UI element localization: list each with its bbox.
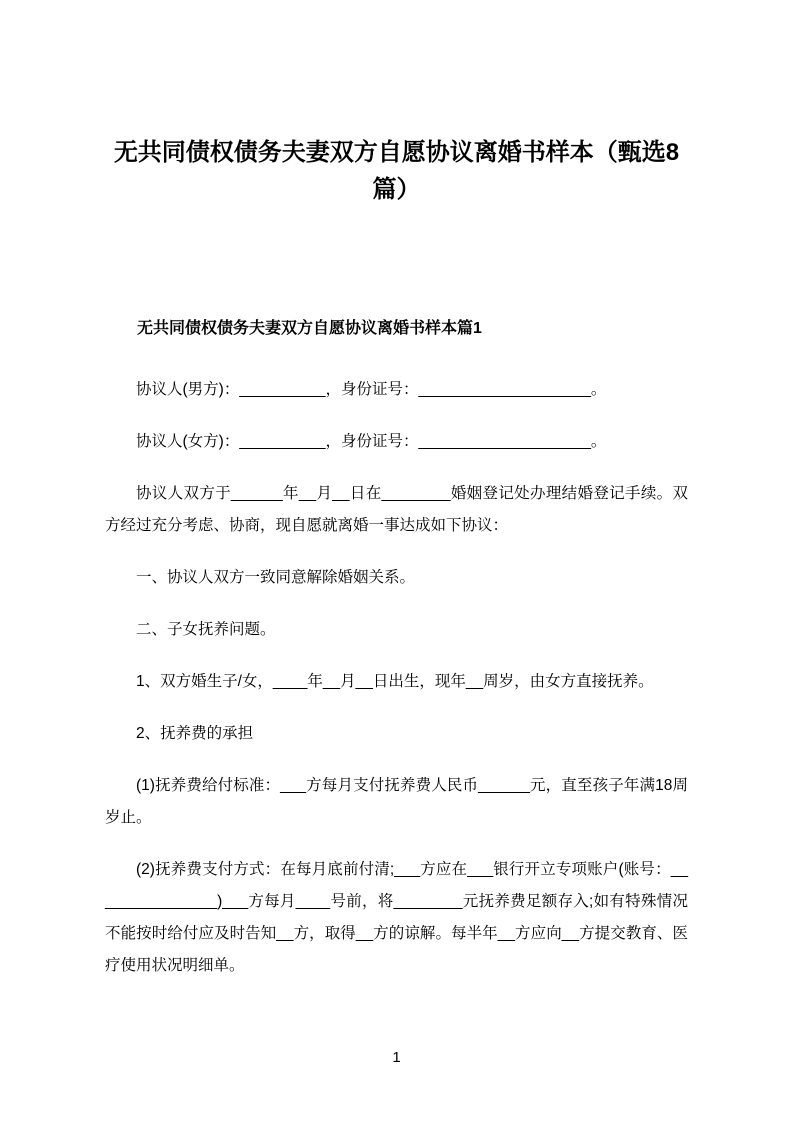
- paragraph-support-standard: (1)抚养费给付标准：___方每月支付抚养费人民币______元，直至孩子年满18周岁止。: [105, 777, 688, 826]
- document-content: [105, 0, 688, 1002]
- document-title: 无共同债权债务夫妻双方自愿协议离婚书样本（甄选8篇）: [113, 139, 680, 203]
- paragraph-clause-2: 二、子女抚养问题。: [136, 621, 276, 638]
- paragraph-support-payment-method: (2)抚养费支付方式：在每月底前付清;___方应在___银行开立专项账户(账号：_______________)___方每月____号前，将________元抚养费足额存入;如有特殊情况不能按时给付应及时告知__方，取得__方的谅解。每半年__方应向__方提交教育、医疗使用状况明细单。: [105, 861, 688, 974]
- paragraph-clause-2-item-1: 1、双方婚生子/女，____年__月__日出生，现年__周岁，由女方直接抚养。: [136, 673, 654, 690]
- paragraph-preamble: 协议人双方于______年__月__日在________婚姻登记处办理结婚登记手续。双方经过充分考虑、协商，现自愿就离婚一事达成如下协议：: [105, 485, 688, 534]
- page-number: 1: [392, 1049, 401, 1066]
- section-heading: 无共同债权债务夫妻双方自愿协议离婚书样本篇1: [137, 320, 482, 337]
- paragraph-party-male: 协议人(男方)：__________，身份证号：____________________。: [136, 381, 607, 398]
- paragraph-party-female: 协议人(女方)：__________，身份证号：____________________。: [136, 433, 607, 450]
- paragraph-clause-2-item-2: 2、抚养费的承担: [136, 725, 254, 742]
- paragraph-clause-1: 一、协议人双方一致同意解除婚姻关系。: [136, 569, 416, 586]
